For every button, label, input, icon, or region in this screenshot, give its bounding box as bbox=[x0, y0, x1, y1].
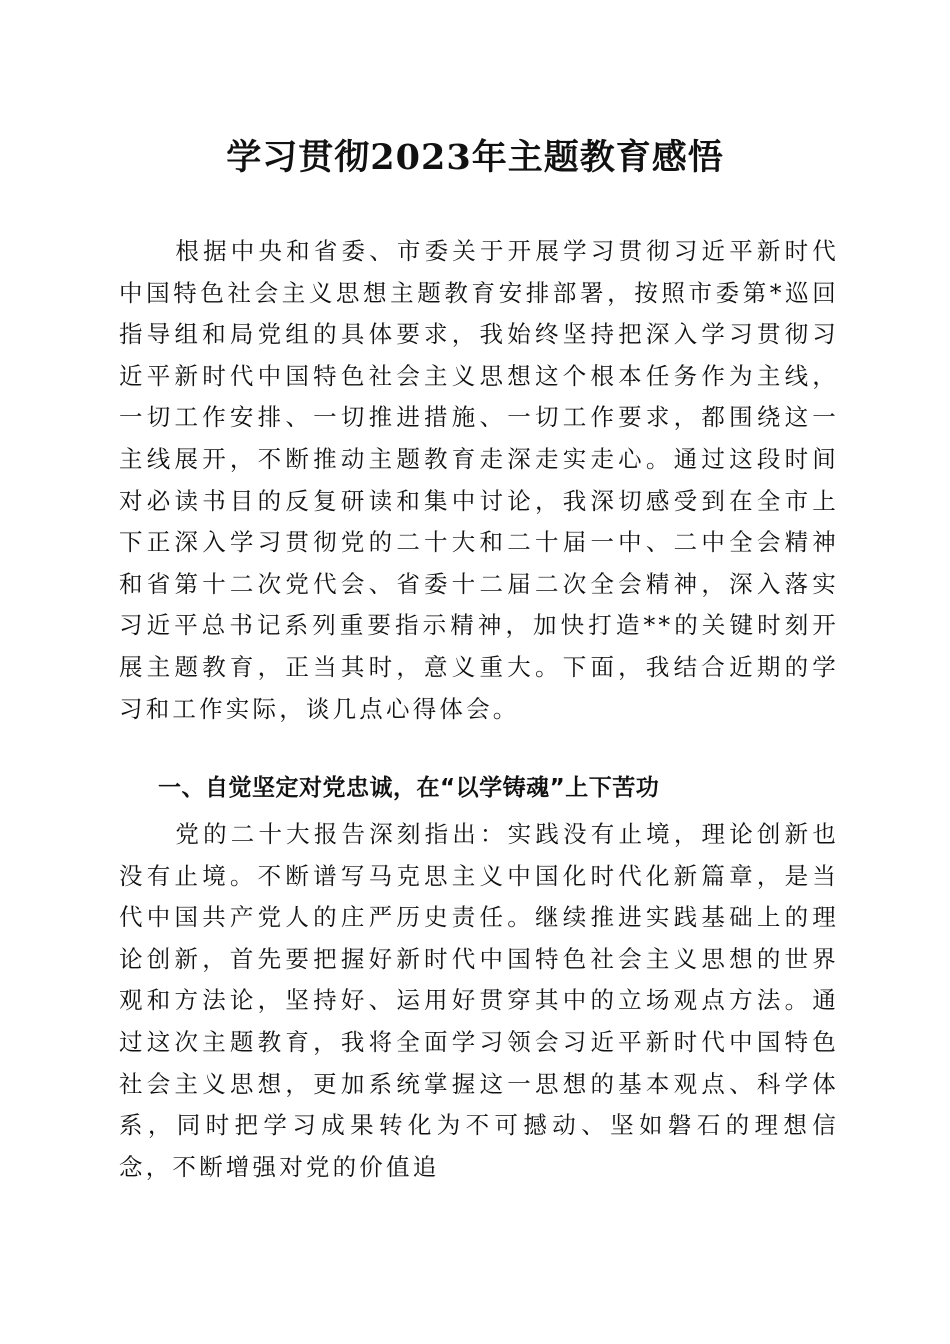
paragraph-section-1: 党的二十大报告深刻指出：实践没有止境，理论创新也没有止境。不断谱写马克思主义中国化时代化新篇章，是当代中国共产党人的庄严历史责任。继续推进实践基础上的理论创新，首先要把握好新时代中国特色社会主义思想的世界观和方法论，坚持好、运用好贯穿其中的立场观点方法。通过这次主题教育，我将全面学习领会习近平新时代中国特色社会主义思想，更加系统掌握这一思想的基本观点、科学体系，同时把学习成果转化为不可撼动、坚如磐石的理想信念，不断增强对党的价值追 bbox=[119, 820, 839, 1181]
document-title: 学习贯彻2023年主题教育感悟 bbox=[226, 137, 724, 178]
paragraph-intro: 根据中央和省委、市委关于开展学习贯彻习近平新时代中国特色社会主义思想主题教育安排部署，按照市委第*巡回指导组和局党组的具体要求，我始终坚持把深入学习贯彻习近平新时代中国特色社会主义思想这个根本任务作为主线，一切工作安排、一切推进措施、一切工作要求，都围绕这一主线展开，不断推动主题教育走深走实走心。通过这段时间对必读书目的反复研读和集中讨论，我深切感受到在全市上下正深入学习贯彻党的二十大和二十届一中、二中全会精神和省第十二次党代会、省委十二届二次全会精神，深入落实习近平总书记系列重要指示精神，加快打造**的关键时刻开展主题教育，正当其时，意义重大。下面，我结合近期的学习和工作实际，谈几点心得体会。 bbox=[119, 237, 839, 723]
section-heading-1: 一、自觉坚定对党忠诚，在“以学铸魂”上下苦功 bbox=[158, 775, 660, 801]
